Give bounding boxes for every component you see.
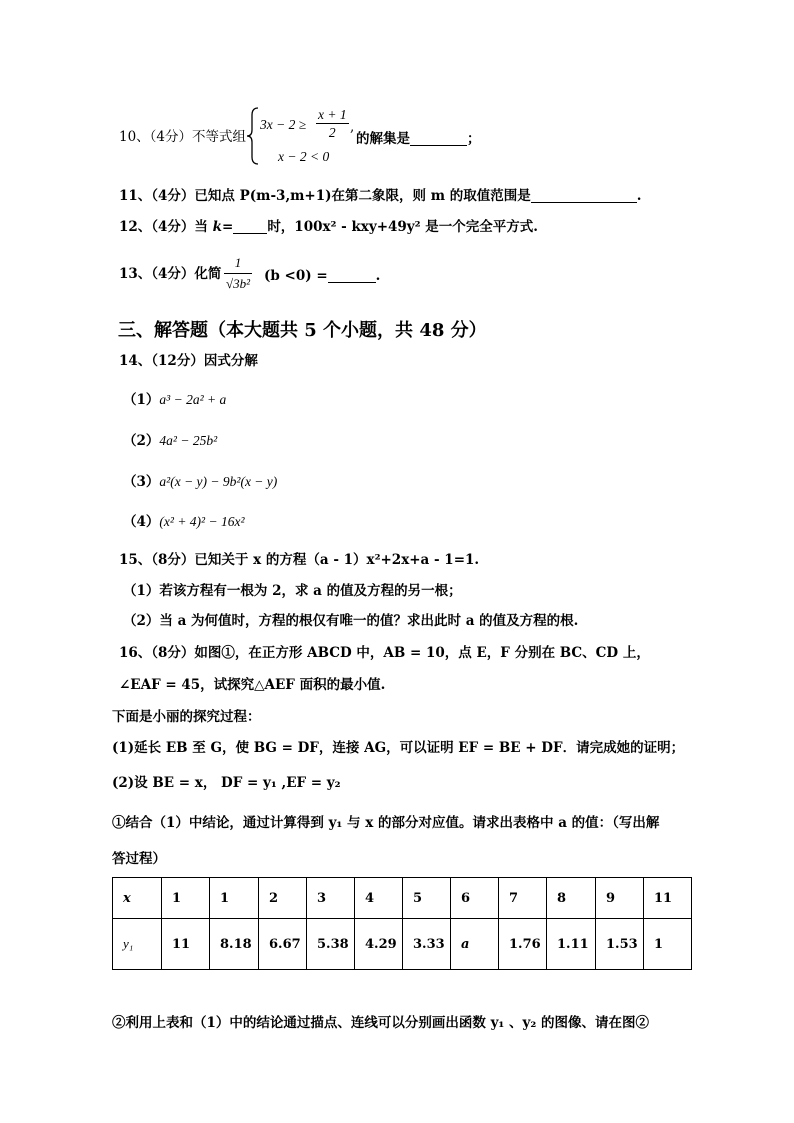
q13-denominator: √3b²	[226, 276, 251, 291]
table-cell: 8	[547, 878, 596, 919]
table-cell: 3.33	[403, 919, 451, 970]
q11-text: 11、（4分）已知点 P(m-3,m+1)在第二象限，则 m 的取值范围是	[119, 188, 531, 204]
q14-item-label: （2）	[123, 433, 160, 449]
q12-k: k	[212, 219, 222, 235]
q10-ineq2: x − 2 < 0	[278, 149, 330, 164]
q14-item-label: （4）	[123, 514, 160, 530]
q10-ineq1-fraction	[316, 106, 349, 141]
q14-item-label: （1）	[123, 392, 160, 408]
table-cell: 1.76	[499, 919, 547, 970]
q12-line	[119, 219, 538, 235]
q14-item-expr: (x² + 4)² − 16x²	[159, 514, 245, 529]
section3-title: 三、解答题（本大题共 5 个小题，共 48 分）	[118, 320, 487, 341]
q16-line6: ①结合（1）中结论，通过计算得到 y₁ 与 x 的部分对应值。请求出表格中 a 的值：（写出解	[112, 815, 660, 831]
q10-prefix: 10、（4分）不等式组	[119, 129, 247, 145]
table-cell: 6.67	[259, 919, 307, 970]
q10-ineq1-left: 3x − 2 ≥	[260, 117, 307, 132]
q13-cond: (b <0) =	[264, 268, 328, 284]
table-cell: 3	[307, 878, 355, 919]
q10-suffix	[356, 131, 481, 147]
table-cell: y₁	[113, 919, 162, 970]
q11-line	[119, 188, 641, 204]
table-cell: 7	[499, 878, 547, 919]
q13-fraction	[224, 253, 252, 294]
q13-numerator: 1	[224, 253, 252, 274]
q16-line1: 16、（8分）如图①，在正方形 ABCD 中，AB = 10，点 E，F 分别在 BC、CD 上，	[119, 645, 650, 661]
q14-item-2	[123, 434, 217, 449]
value-table	[112, 877, 692, 970]
q16-line3: 下面是小丽的探究过程：	[112, 709, 261, 725]
q11-answer-blank[interactable]	[531, 188, 637, 203]
table-cell: 1.11	[547, 919, 596, 970]
q15-part1: （1）若该方程有一根为 2，求 a 的值及方程的另一根；	[123, 583, 462, 599]
q11-end: .	[636, 188, 642, 204]
table-cell: 11	[644, 878, 692, 919]
q13-prefix: 13、（4分）化简	[119, 266, 222, 282]
brace-icon	[246, 107, 260, 165]
table-cell: a	[451, 919, 499, 970]
table-row	[113, 878, 692, 919]
table-cell: 1	[644, 919, 692, 970]
table-cell: 8.18	[210, 919, 259, 970]
q10-end: ；	[467, 131, 481, 147]
table-row	[113, 919, 692, 970]
table-cell: 4	[355, 878, 403, 919]
q14-item-label: （3）	[123, 474, 160, 490]
q14-item-expr: a³ − 2a² + a	[159, 392, 227, 407]
q16-line4: (1)延长 EB 至 G，使 BG = DF，连接 AG，可以证明 EF = BE + DF．请完成她的证明；	[112, 740, 685, 756]
q12-eq: =	[222, 219, 234, 235]
q14-title: 14、（12分）因式分解	[119, 353, 258, 369]
q14-item-expr: a²(x − y) − 9b²(x − y)	[159, 474, 278, 489]
q14-item-3	[123, 475, 277, 490]
q13-end: .	[375, 268, 381, 284]
q10-ineq1-numerator: x + 1	[318, 107, 347, 122]
table-cell: 1	[210, 878, 259, 919]
q10-comma: ,	[350, 119, 355, 135]
q16-line2: ∠EAF = 45，试探究△AEF 面积的最小值.	[119, 677, 386, 693]
q13-answer-blank[interactable]	[328, 268, 376, 283]
q14-item-4	[123, 515, 245, 530]
q14-item-1	[123, 393, 226, 408]
q10-ineq1-denominator: 2	[328, 125, 336, 140]
table-cell: 1.53	[596, 919, 644, 970]
q12-mid: 时，100x² - kxy+49y² 是一个完全平方式.	[267, 219, 538, 235]
q12-prefix: 12、（4分）当	[119, 219, 208, 235]
table-cell: 9	[596, 878, 644, 919]
q10-suffix-text: 的解集是	[356, 131, 410, 147]
q16-line8: ②利用上表和（1）中的结论通过描点、连线可以分别画出函数 y₁ 、y₂ 的图像、请在图②	[112, 1015, 650, 1031]
q15-title: 15、（8分）已知关于 x 的方程（a - 1）x²+2x+a - 1=1.	[119, 552, 480, 568]
table-cell: 6	[451, 878, 499, 919]
table-cell: 5.38	[307, 919, 355, 970]
table-cell: x	[113, 878, 162, 919]
q12-answer-blank[interactable]	[233, 219, 267, 234]
q13-tail	[264, 268, 380, 284]
table-cell: 11	[162, 919, 210, 970]
table-cell: 2	[259, 878, 307, 919]
q14-item-expr: 4a² − 25b²	[159, 433, 218, 448]
q15-part2: （2）当 a 为何值时，方程的根仅有唯一的值？求出此时 a 的值及方程的根.	[123, 613, 579, 629]
table-cell: 5	[403, 878, 451, 919]
q10-answer-blank[interactable]	[410, 131, 467, 146]
q16-line7: 答过程）	[112, 851, 166, 867]
table-cell: 4.29	[355, 919, 403, 970]
q16-line5: (2)设 BE = x， DF = y₁ ,EF = y₂	[112, 775, 341, 791]
table-cell: 1	[162, 878, 210, 919]
